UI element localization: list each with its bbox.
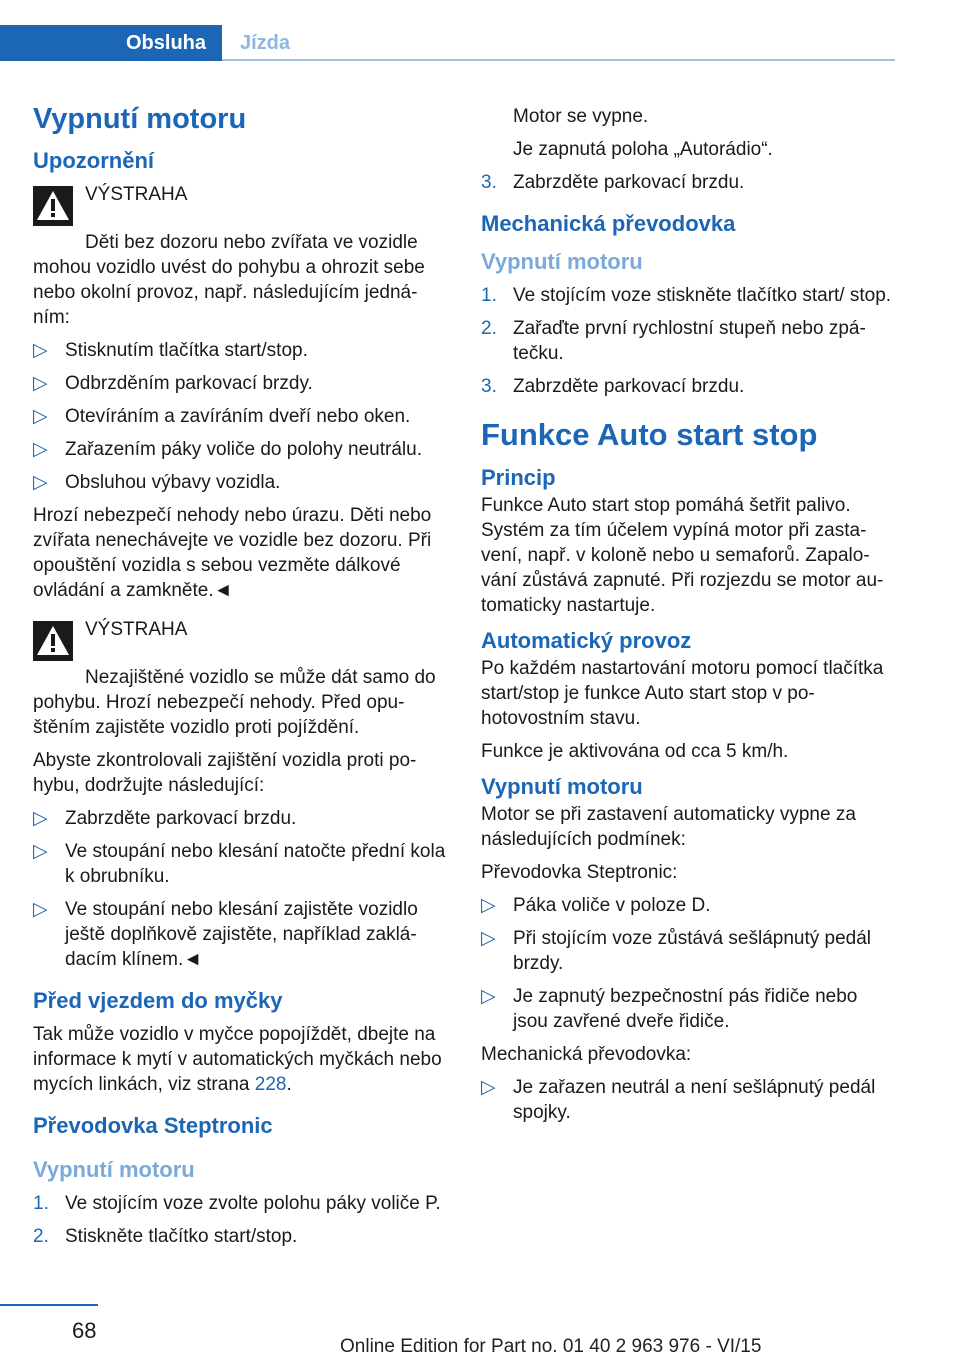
- heading-automaticky-provoz: Automatický provoz: [481, 628, 692, 653]
- list-item: [481, 1075, 896, 1125]
- conditions-steptronic: [481, 893, 896, 1034]
- warning-triangle-icon: [33, 186, 73, 226]
- heading-princip: Princip: [481, 465, 556, 490]
- heading-auto-start-stop: Funkce Auto start stop: [481, 417, 818, 452]
- list-item: [481, 984, 896, 1034]
- label-mechanicka: Mechanická převodovka:: [481, 1044, 692, 1065]
- edition-text: Online Edition for Part no. 01 40 2 963 976 - VI/15: [340, 1336, 762, 1357]
- step-text: Ve stojícím voze zvolte polohu páky voliče P.: [65, 1193, 441, 1214]
- list-item: [33, 437, 447, 462]
- triangle-bullet-icon: ▷: [33, 340, 48, 361]
- list-item: [481, 926, 896, 976]
- paragraph-3-text: Tak může vozidlo v myčce popojíždět, dbejte na informace k mytí v automatických myčkách nebo mycích linkách, viz strana: [33, 1024, 442, 1095]
- paragraph-3-end: .: [286, 1074, 292, 1095]
- securing-list: [33, 806, 447, 972]
- triangle-bullet-icon: ▷: [481, 928, 496, 949]
- list-item: [33, 839, 447, 889]
- right-column: [481, 104, 896, 1133]
- continued-text-1: Motor se vypne.: [513, 106, 649, 127]
- paragraph-1: Hrozí nebezpečí nehody nebo úrazu. Děti nebo zvířata nenechávejte ve vozidle bez dozoru. Při opouštění vozidla s sebou vezměte dálkové ovládání a zamkněte.◄: [33, 505, 432, 601]
- page-title: Vypnutí motoru: [33, 103, 247, 135]
- triangle-bullet-icon: ▷: [33, 406, 48, 427]
- warning-text-2: Nezajištěné vozidlo se může dát samo do pohybu. Hrozí nebezpečí nehody. Před opuštěním zajistěte vozidlo proti pojíždění.: [33, 667, 436, 738]
- triangle-bullet-icon: ▷: [481, 1077, 496, 1098]
- step-text: Zabrzděte parkovací brzdu.: [513, 172, 745, 193]
- step-item: [33, 1191, 447, 1216]
- steps-list-left: [33, 1191, 447, 1249]
- warning-block-2: [33, 617, 447, 661]
- list-item-text: Stisknutím tlačítka start/stop.: [65, 340, 308, 361]
- list-item: [33, 338, 447, 363]
- list-item: [33, 806, 447, 831]
- left-column: [33, 95, 447, 1257]
- conditions-mechanicka: [481, 1075, 896, 1125]
- list-item: [33, 371, 447, 396]
- triangle-bullet-icon: ▷: [33, 841, 48, 862]
- list-item-text: Odbrzděním parkovací brzdy.: [65, 373, 313, 394]
- steps-list-right-b: [481, 283, 896, 399]
- list-item-text: Obsluhou výbavy vozidla.: [65, 472, 281, 493]
- step-item: [481, 374, 896, 399]
- step-number: 1.: [33, 1193, 49, 1214]
- step-text: Stiskněte tlačítko start/stop.: [65, 1226, 298, 1247]
- triangle-bullet-icon: ▷: [481, 895, 496, 916]
- triangle-bullet-icon: ▷: [33, 899, 48, 920]
- triangle-bullet-icon: ▷: [33, 472, 48, 493]
- list-item-text: Je zařazen neutrál a není sešlápnutý pedál spojky.: [513, 1077, 876, 1123]
- step-number: 2.: [33, 1226, 49, 1247]
- list-item-text: Zařazením páky voliče do polohy neutrálu.: [65, 439, 422, 460]
- heading-upozorneni: Upozornění: [33, 148, 154, 173]
- list-item-text: Páka voliče v poloze D.: [513, 895, 711, 916]
- label-steptronic: Převodovka Steptronic:: [481, 862, 678, 883]
- list-item: [33, 404, 447, 429]
- list-item-text: Otevíráním a zavíráním dveří nebo oken.: [65, 406, 411, 427]
- step-number: 3.: [481, 376, 497, 397]
- paragraph-provoz: Po každém nastartování motoru pomocí tlačítka start/stop je funkce Auto start stop v pohotovostním stavu.: [481, 658, 884, 729]
- tab-jizda[interactable]: Jízda: [240, 32, 291, 54]
- footer-rule: [0, 1304, 98, 1306]
- list-item-text: Ve stoupání nebo klesání natočte přední kola k obrubníku.: [65, 841, 446, 887]
- page-number: 68: [72, 1318, 97, 1343]
- warning-block-1: [33, 182, 447, 226]
- heading-vypnuti-3: Vypnutí motoru: [481, 774, 643, 799]
- heading-vypnuti-2: Vypnutí motoru: [481, 249, 643, 274]
- page-link-228[interactable]: 228: [254, 1074, 287, 1095]
- step-item: [481, 283, 896, 308]
- triangle-bullet-icon: ▷: [33, 808, 48, 829]
- step-text: Ve stojícím voze stiskněte tlačítko start/ stop.: [513, 285, 892, 306]
- continued-text-2: Je zapnutá poloha „Autorádio“.: [513, 139, 773, 160]
- step-number: 2.: [481, 318, 497, 339]
- list-item: [33, 470, 447, 495]
- paragraph-3: [33, 1022, 447, 1097]
- list-item-text: Je zapnutý bezpečnostní pás řidiče nebo jsou zavřené dveře řidiče.: [513, 986, 858, 1032]
- list-item: [33, 897, 447, 972]
- warning-triangle-icon: [33, 621, 73, 661]
- triangle-bullet-icon: ▷: [33, 373, 48, 394]
- warning-text-1: Děti bez dozoru nebo zvířata ve vozidle mohou vozidlo uvést do pohybu a ohrozit sebe nebo okolní provoz, např. následujícím jednáním:: [33, 232, 425, 328]
- heading-vypnuti-1: Vypnutí motoru: [33, 1157, 195, 1182]
- warning-list-1: [33, 338, 447, 495]
- warning-title: VÝSTRAHA: [85, 184, 188, 205]
- list-item-text: Zabrzděte parkovací brzdu.: [65, 808, 297, 829]
- step-item: [481, 316, 896, 366]
- step-item: [481, 170, 896, 195]
- step-text: Zařaďte první rychlostní stupeň nebo zpátečku.: [513, 318, 866, 364]
- warning-title: VÝSTRAHA: [85, 619, 188, 640]
- step-number: 1.: [481, 285, 497, 306]
- step-text: Zabrzděte parkovací brzdu.: [513, 376, 745, 397]
- heading-mycka: Před vjezdem do myčky: [33, 988, 283, 1013]
- step-number: 3.: [481, 172, 497, 193]
- triangle-bullet-icon: ▷: [33, 439, 48, 460]
- tab-underline: [222, 59, 895, 61]
- list-item-text: Ve stoupání nebo klesání zajistěte vozidlo ještě doplňkově zajistěte, například zakládacím klínem.◄: [65, 899, 418, 970]
- paragraph-princip: Funkce Auto start stop pomáhá šetřit palivo. Systém za tím účelem vypíná motor při zastavení, např. v koloně nebo u semaforů. Zapalování zůstává zapnuté. Při rozjezdu se motor automaticky nastartuje.: [481, 495, 884, 616]
- paragraph-vypnuti: Motor se při zastavení automaticky vypne za následujících podmínek:: [481, 804, 856, 850]
- triangle-bullet-icon: ▷: [481, 986, 496, 1007]
- paragraph-aktivovana: Funkce je aktivována od cca 5 km/h.: [481, 741, 789, 762]
- tab-bar: [0, 25, 895, 61]
- steps-list-right-a: [481, 170, 896, 195]
- heading-mechanicka: Mechanická převodovka: [481, 211, 736, 236]
- heading-steptronic: Převodovka Steptronic: [33, 1113, 273, 1138]
- step-item: [33, 1224, 447, 1249]
- paragraph-2: Abyste zkontrolovali zajištění vozidla proti pohybu, dodržujte následující:: [33, 750, 417, 796]
- list-item: [481, 893, 896, 918]
- tab-obsluha[interactable]: Obsluha: [0, 25, 222, 61]
- list-item-text: Při stojícím voze zůstává sešlápnutý pedál brzdy.: [513, 928, 872, 974]
